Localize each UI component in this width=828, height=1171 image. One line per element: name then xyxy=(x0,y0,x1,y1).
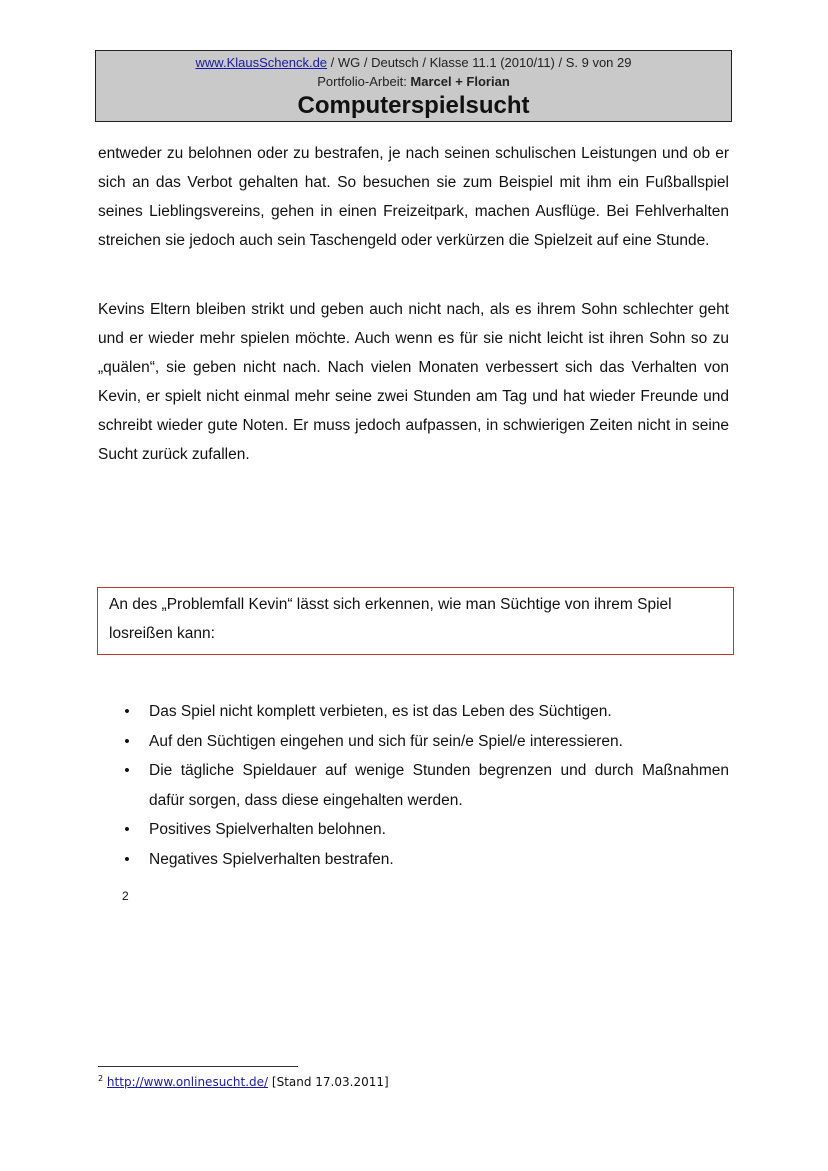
list-item-text: Auf den Süchtigen eingehen und sich für sein/e Spiel/e interessieren. xyxy=(149,732,623,750)
list-item xyxy=(120,756,729,815)
bullet-icon: • xyxy=(124,762,130,779)
list-item xyxy=(120,845,729,875)
page-title: Computerspielsucht xyxy=(297,92,530,119)
list-item-text: Negatives Spielverhalten bestrafen. xyxy=(149,850,394,868)
header-path: / WG / Deutsch / Klasse 11.1 (2010/11) / S. 9 von 29 xyxy=(327,55,632,70)
bullet-icon: • xyxy=(124,850,130,868)
footnote-link[interactable]: http://www.onlinesucht.de/ xyxy=(106,1075,269,1089)
footnote-note: [Stand 17.03.2011] xyxy=(268,1075,389,1089)
list-item xyxy=(120,727,729,757)
page-header xyxy=(95,50,732,122)
list-item xyxy=(120,815,729,845)
footnote-divider xyxy=(98,1066,298,1067)
bullet-icon: • xyxy=(124,703,130,720)
footnote-marker: 2 xyxy=(122,889,129,903)
bullet-icon: • xyxy=(124,732,130,750)
callout-box xyxy=(97,587,734,655)
body-paragraph-2: Kevins Eltern bleiben strikt und geben auch nicht nach, als es ihrem Sohn schlechter geht und er wieder mehr spielen möchte. Auch wenn es für sie nicht leicht ist ihren Sohn so zu „quälen“, sie geben nicht nach. Nach vielen Monaten verbessert sich das Verhalten von Kevin, er spielt nicht einmal mehr seine zwei Stunden am Tag und hat wieder Freunde und schreibt wieder gute Noten. Er muss jedoch aufpassen, in schwierigen Zeiten nicht in seine Sucht zurück zufallen. xyxy=(98,301,729,463)
footnote-number: 2 xyxy=(98,1074,104,1083)
site-link[interactable]: www.KlausSchenck.de xyxy=(195,55,328,70)
list-item xyxy=(120,697,729,727)
list-item-text: Das Spiel nicht komplett verbieten, es ist das Leben des Süchtigen. xyxy=(149,703,612,720)
header-source-line xyxy=(96,55,731,70)
callout-text: An des „Problemfall Kevin“ lässt sich erkennen, wie man Süchtige von ihrem Spiel losreißen kann: xyxy=(109,596,672,642)
body-paragraph-1: entweder zu belohnen oder zu bestrafen, je nach seinen schulischen Leistungen und ob er sich an das Verbot gehalten hat. So besuchen sie zum Beispiel mit ihm ein Fußballspiel seines Lieblingsvereins, gehen in einen Freizeitpark, machen Ausflüge. Bei Fehlverhalten streichen sie jedoch auch sein Taschengeld oder verkürzen die Spielzeit auf eine Stunde. xyxy=(98,145,729,249)
portfolio-authors: Marcel + Florian xyxy=(410,74,510,89)
portfolio-label: Portfolio-Arbeit: xyxy=(317,74,411,89)
list-item-text: Positives Spielverhalten belohnen. xyxy=(149,821,386,838)
footnote xyxy=(98,1074,389,1089)
list-item-text: Die tägliche Spieldauer auf wenige Stunden begrenzen und durch Maßnahmen dafür sorgen, dass diese eingehalten werden. xyxy=(149,762,729,809)
bullet-list xyxy=(120,697,729,874)
header-portfolio-line xyxy=(96,74,731,89)
bullet-icon: • xyxy=(124,821,130,838)
